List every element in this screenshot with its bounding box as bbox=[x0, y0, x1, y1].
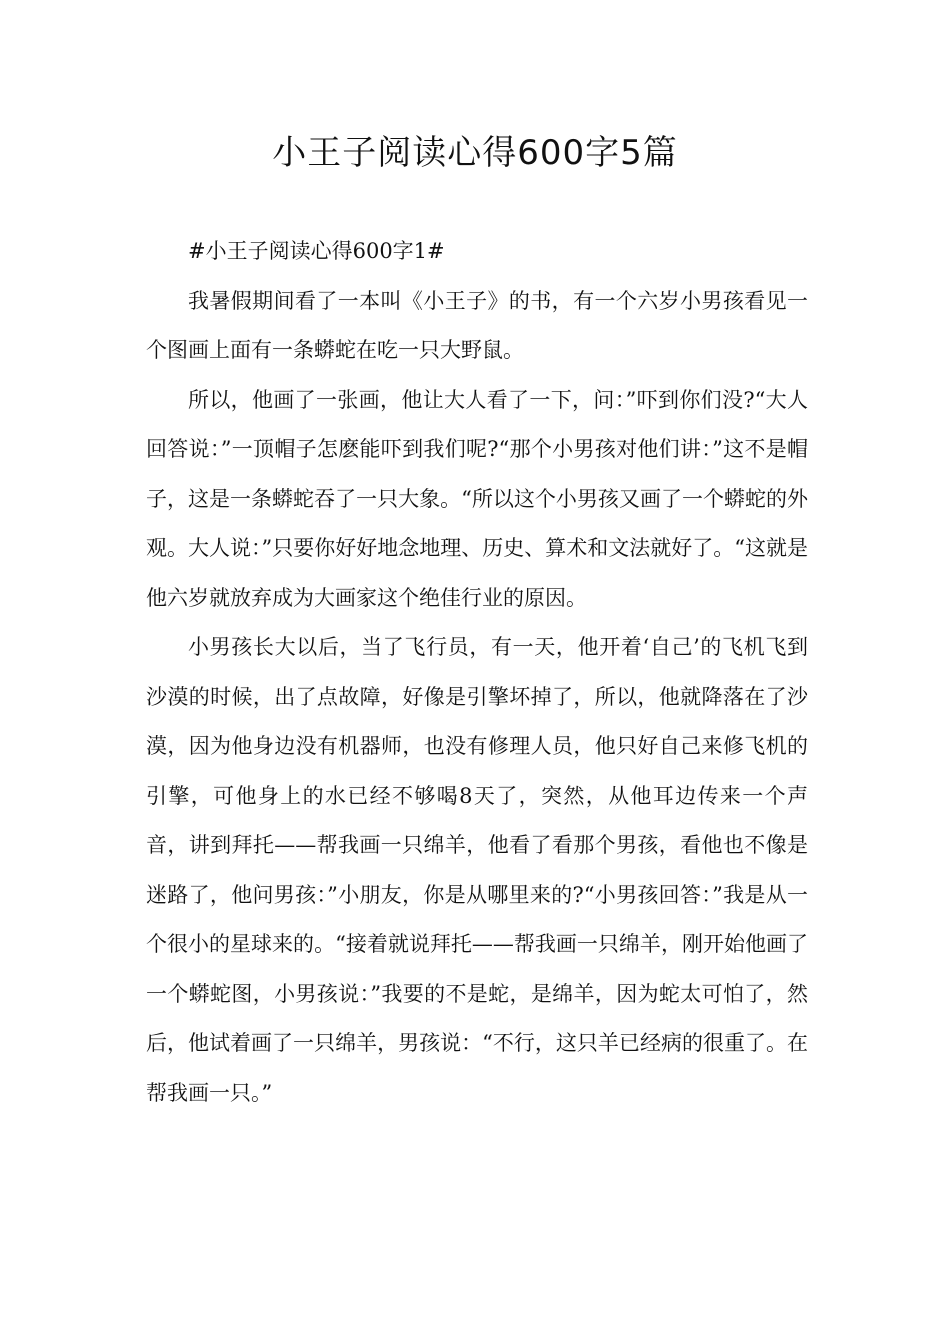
paragraph-2: 所以，他画了一张画，他让大人看了一下，问：”吓到你们没?“大人回答说：”一顶帽子怎麽能吓到我们呢?“那个小男孩对他们讲：”这不是帽子，这是一条蟒蛇吞了一只大象。“所以这个小男孩又画了一个蟒蛇的外观。大人说：”只要你好好地念地理、历史、算术和文法就好了。“这就是他六岁就放弃成为大画家这个绝佳行业的原因。 bbox=[146, 387, 808, 610]
document-body bbox=[146, 227, 808, 1118]
paragraph-1: 我暑假期间看了一本叫《小王子》的书，有一个六岁小男孩看见一个图画上面有一条蟒蛇在吃一只大野鼠。 bbox=[146, 288, 808, 362]
document-title: 小王子阅读心得600字5篇 bbox=[272, 133, 678, 173]
paragraph-3: 小男孩长大以后，当了飞行员，有一天，他开着‘自己’的飞机飞到沙漠的时候，出了点故障，好像是引擎坏掉了，所以，他就降落在了沙漠，因为他身边没有机器师，也没有修理人员，他只好自己来修飞机的引擎，可他身上的水已经不够喝8天了，突然，从他耳边传来一个声音，讲到拜托——帮我画一只绵羊，他看了看那个男孩，看他也不像是迷路了，他问男孩：”小朋友，你是从哪里来的?“小男孩回答：”我是从一个很小的星球来的。“接着就说拜托——帮我画一只绵羊，刚开始他画了一个蟒蛇图，小男孩说：”我要的不是蛇，是绵羊，因为蛇太可怕了，然后，他试着画了一只绵羊，男孩说：“不行，这只羊已经病的很重了。在帮我画一只。” bbox=[146, 635, 808, 1105]
section-heading: #小王子阅读心得600字1# bbox=[188, 239, 445, 263]
